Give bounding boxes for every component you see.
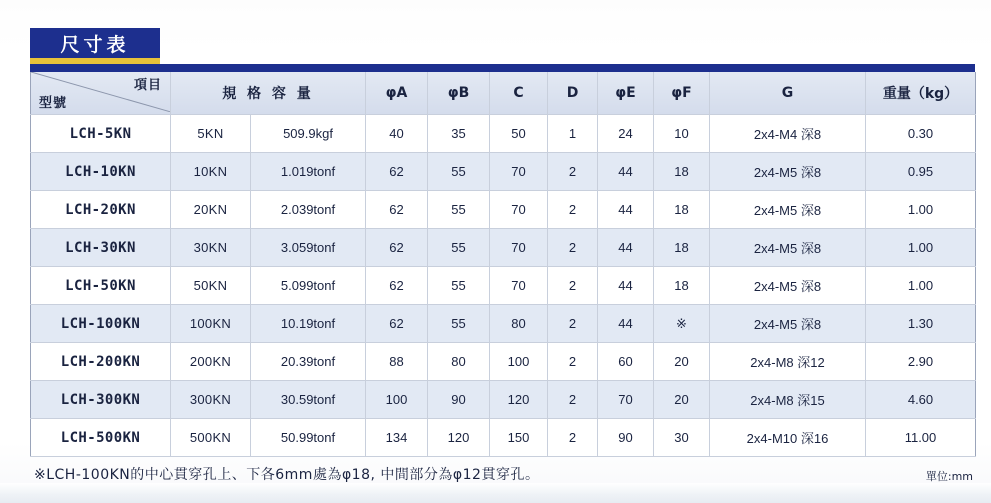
cell-model: LCH-5KN <box>31 115 171 153</box>
cell-phi-e: 44 <box>598 229 654 267</box>
cell-phi-f: 30 <box>654 419 710 457</box>
cell-phi-a: 62 <box>366 191 428 229</box>
cell-model: LCH-300KN <box>31 381 171 419</box>
cell-capacity-kn: 300KN <box>171 381 251 419</box>
cell-capacity-ton: 10.19tonf <box>251 305 366 343</box>
cell-phi-b: 120 <box>428 419 490 457</box>
footnote-text: ※LCH-100KN的中心貫穿孔上、下各6mm處為φ18, 中間部分為φ12貫穿孔。 <box>34 467 540 483</box>
cell-g: 2x4-M5 深8 <box>710 229 866 267</box>
cell-phi-a: 62 <box>366 153 428 191</box>
cell-d: 2 <box>548 305 598 343</box>
cell-phi-b: 55 <box>428 267 490 305</box>
cell-d: 2 <box>548 381 598 419</box>
cell-phi-f: ※ <box>654 305 710 343</box>
cell-weight: 1.00 <box>866 229 976 267</box>
cell-weight: 11.00 <box>866 419 976 457</box>
table-row <box>31 305 976 343</box>
cell-phi-e: 44 <box>598 191 654 229</box>
cell-g: 2x4-M8 深15 <box>710 381 866 419</box>
cell-d: 2 <box>548 267 598 305</box>
cell-g: 2x4-M10 深16 <box>710 419 866 457</box>
unit-note: 單位:mm <box>925 470 973 483</box>
cell-phi-f: 18 <box>654 191 710 229</box>
table-row <box>31 153 976 191</box>
cell-capacity-ton: 50.99tonf <box>251 419 366 457</box>
cell-phi-b: 55 <box>428 305 490 343</box>
cell-phi-e: 70 <box>598 381 654 419</box>
cell-c: 70 <box>490 229 548 267</box>
header-weight: 重量（kg） <box>866 72 976 115</box>
cell-capacity-kn: 30KN <box>171 229 251 267</box>
cell-capacity-kn: 100KN <box>171 305 251 343</box>
cell-g: 2x4-M4 深8 <box>710 115 866 153</box>
cell-capacity-ton: 1.019tonf <box>251 153 366 191</box>
header-phi-e: φE <box>598 72 654 115</box>
cell-model: LCH-30KN <box>31 229 171 267</box>
cell-phi-f: 10 <box>654 115 710 153</box>
cell-capacity-ton: 2.039tonf <box>251 191 366 229</box>
table-row <box>31 115 976 153</box>
cell-c: 70 <box>490 191 548 229</box>
cell-phi-a: 62 <box>366 267 428 305</box>
cell-c: 70 <box>490 267 548 305</box>
cell-phi-a: 100 <box>366 381 428 419</box>
cell-g: 2x4-M5 深8 <box>710 191 866 229</box>
cell-d: 2 <box>548 153 598 191</box>
cell-capacity-kn: 5KN <box>171 115 251 153</box>
cell-weight: 1.30 <box>866 305 976 343</box>
cell-capacity-kn: 200KN <box>171 343 251 381</box>
header-phi-b: φB <box>428 72 490 115</box>
table-row <box>31 267 976 305</box>
table-row <box>31 419 976 457</box>
cell-g: 2x4-M5 深8 <box>710 305 866 343</box>
cell-phi-a: 40 <box>366 115 428 153</box>
cell-phi-b: 80 <box>428 343 490 381</box>
cell-phi-a: 88 <box>366 343 428 381</box>
cell-d: 2 <box>548 419 598 457</box>
cell-capacity-ton: 20.39tonf <box>251 343 366 381</box>
title-underline <box>30 64 975 72</box>
cell-c: 100 <box>490 343 548 381</box>
cell-d: 2 <box>548 343 598 381</box>
header-g: G <box>710 72 866 115</box>
cell-g: 2x4-M8 深12 <box>710 343 866 381</box>
cell-phi-e: 44 <box>598 153 654 191</box>
cell-model: LCH-50KN <box>31 267 171 305</box>
cell-d: 2 <box>548 191 598 229</box>
cell-g: 2x4-M5 深8 <box>710 153 866 191</box>
cell-capacity-kn: 20KN <box>171 191 251 229</box>
cell-phi-b: 90 <box>428 381 490 419</box>
cell-c: 70 <box>490 153 548 191</box>
table-row <box>31 229 976 267</box>
cell-phi-e: 24 <box>598 115 654 153</box>
cell-phi-b: 55 <box>428 153 490 191</box>
cell-c: 50 <box>490 115 548 153</box>
cell-phi-a: 62 <box>366 229 428 267</box>
cell-phi-e: 44 <box>598 305 654 343</box>
cell-phi-f: 20 <box>654 381 710 419</box>
header-row <box>31 72 976 115</box>
cell-g: 2x4-M5 深8 <box>710 267 866 305</box>
cell-model: LCH-20KN <box>31 191 171 229</box>
section-title: 尺寸表 <box>30 28 160 58</box>
cell-c: 120 <box>490 381 548 419</box>
cell-weight: 4.60 <box>866 381 976 419</box>
cell-phi-e: 44 <box>598 267 654 305</box>
header-phi-a: φA <box>366 72 428 115</box>
header-item-label: 項目 <box>133 78 162 93</box>
cell-phi-b: 35 <box>428 115 490 153</box>
cell-phi-b: 55 <box>428 229 490 267</box>
dimension-table <box>30 72 976 457</box>
table-body <box>31 115 976 457</box>
table-row <box>31 343 976 381</box>
header-capacity: 規 格 容 量 <box>171 72 366 115</box>
cell-c: 150 <box>490 419 548 457</box>
dimension-table-sheet <box>30 28 975 490</box>
cell-phi-f: 18 <box>654 229 710 267</box>
cell-d: 1 <box>548 115 598 153</box>
header-phi-f: φF <box>654 72 710 115</box>
table-row <box>31 381 976 419</box>
cell-phi-e: 60 <box>598 343 654 381</box>
cell-model: LCH-10KN <box>31 153 171 191</box>
cell-d: 2 <box>548 229 598 267</box>
cell-weight: 1.00 <box>866 267 976 305</box>
cell-capacity-ton: 30.59tonf <box>251 381 366 419</box>
cell-phi-b: 55 <box>428 191 490 229</box>
cell-capacity-kn: 50KN <box>171 267 251 305</box>
cell-c: 80 <box>490 305 548 343</box>
cell-model: LCH-500KN <box>31 419 171 457</box>
cell-phi-e: 90 <box>598 419 654 457</box>
cell-model: LCH-200KN <box>31 343 171 381</box>
cell-capacity-kn: 10KN <box>171 153 251 191</box>
cell-capacity-ton: 509.9kgf <box>251 115 366 153</box>
header-corner-cell <box>31 72 171 115</box>
cell-weight: 1.00 <box>866 191 976 229</box>
cell-capacity-ton: 3.059tonf <box>251 229 366 267</box>
cell-capacity-ton: 5.099tonf <box>251 267 366 305</box>
header-model-label: 型號 <box>39 96 68 111</box>
header-c: C <box>490 72 548 115</box>
cell-weight: 0.95 <box>866 153 976 191</box>
cell-weight: 0.30 <box>866 115 976 153</box>
cell-capacity-kn: 500KN <box>171 419 251 457</box>
cell-model: LCH-100KN <box>31 305 171 343</box>
cell-phi-f: 18 <box>654 267 710 305</box>
cell-phi-a: 62 <box>366 305 428 343</box>
header-d: D <box>548 72 598 115</box>
footnote-row <box>30 460 975 490</box>
table-head <box>31 72 976 115</box>
cell-weight: 2.90 <box>866 343 976 381</box>
cell-phi-a: 134 <box>366 419 428 457</box>
cell-phi-f: 20 <box>654 343 710 381</box>
table-row <box>31 191 976 229</box>
cell-phi-f: 18 <box>654 153 710 191</box>
